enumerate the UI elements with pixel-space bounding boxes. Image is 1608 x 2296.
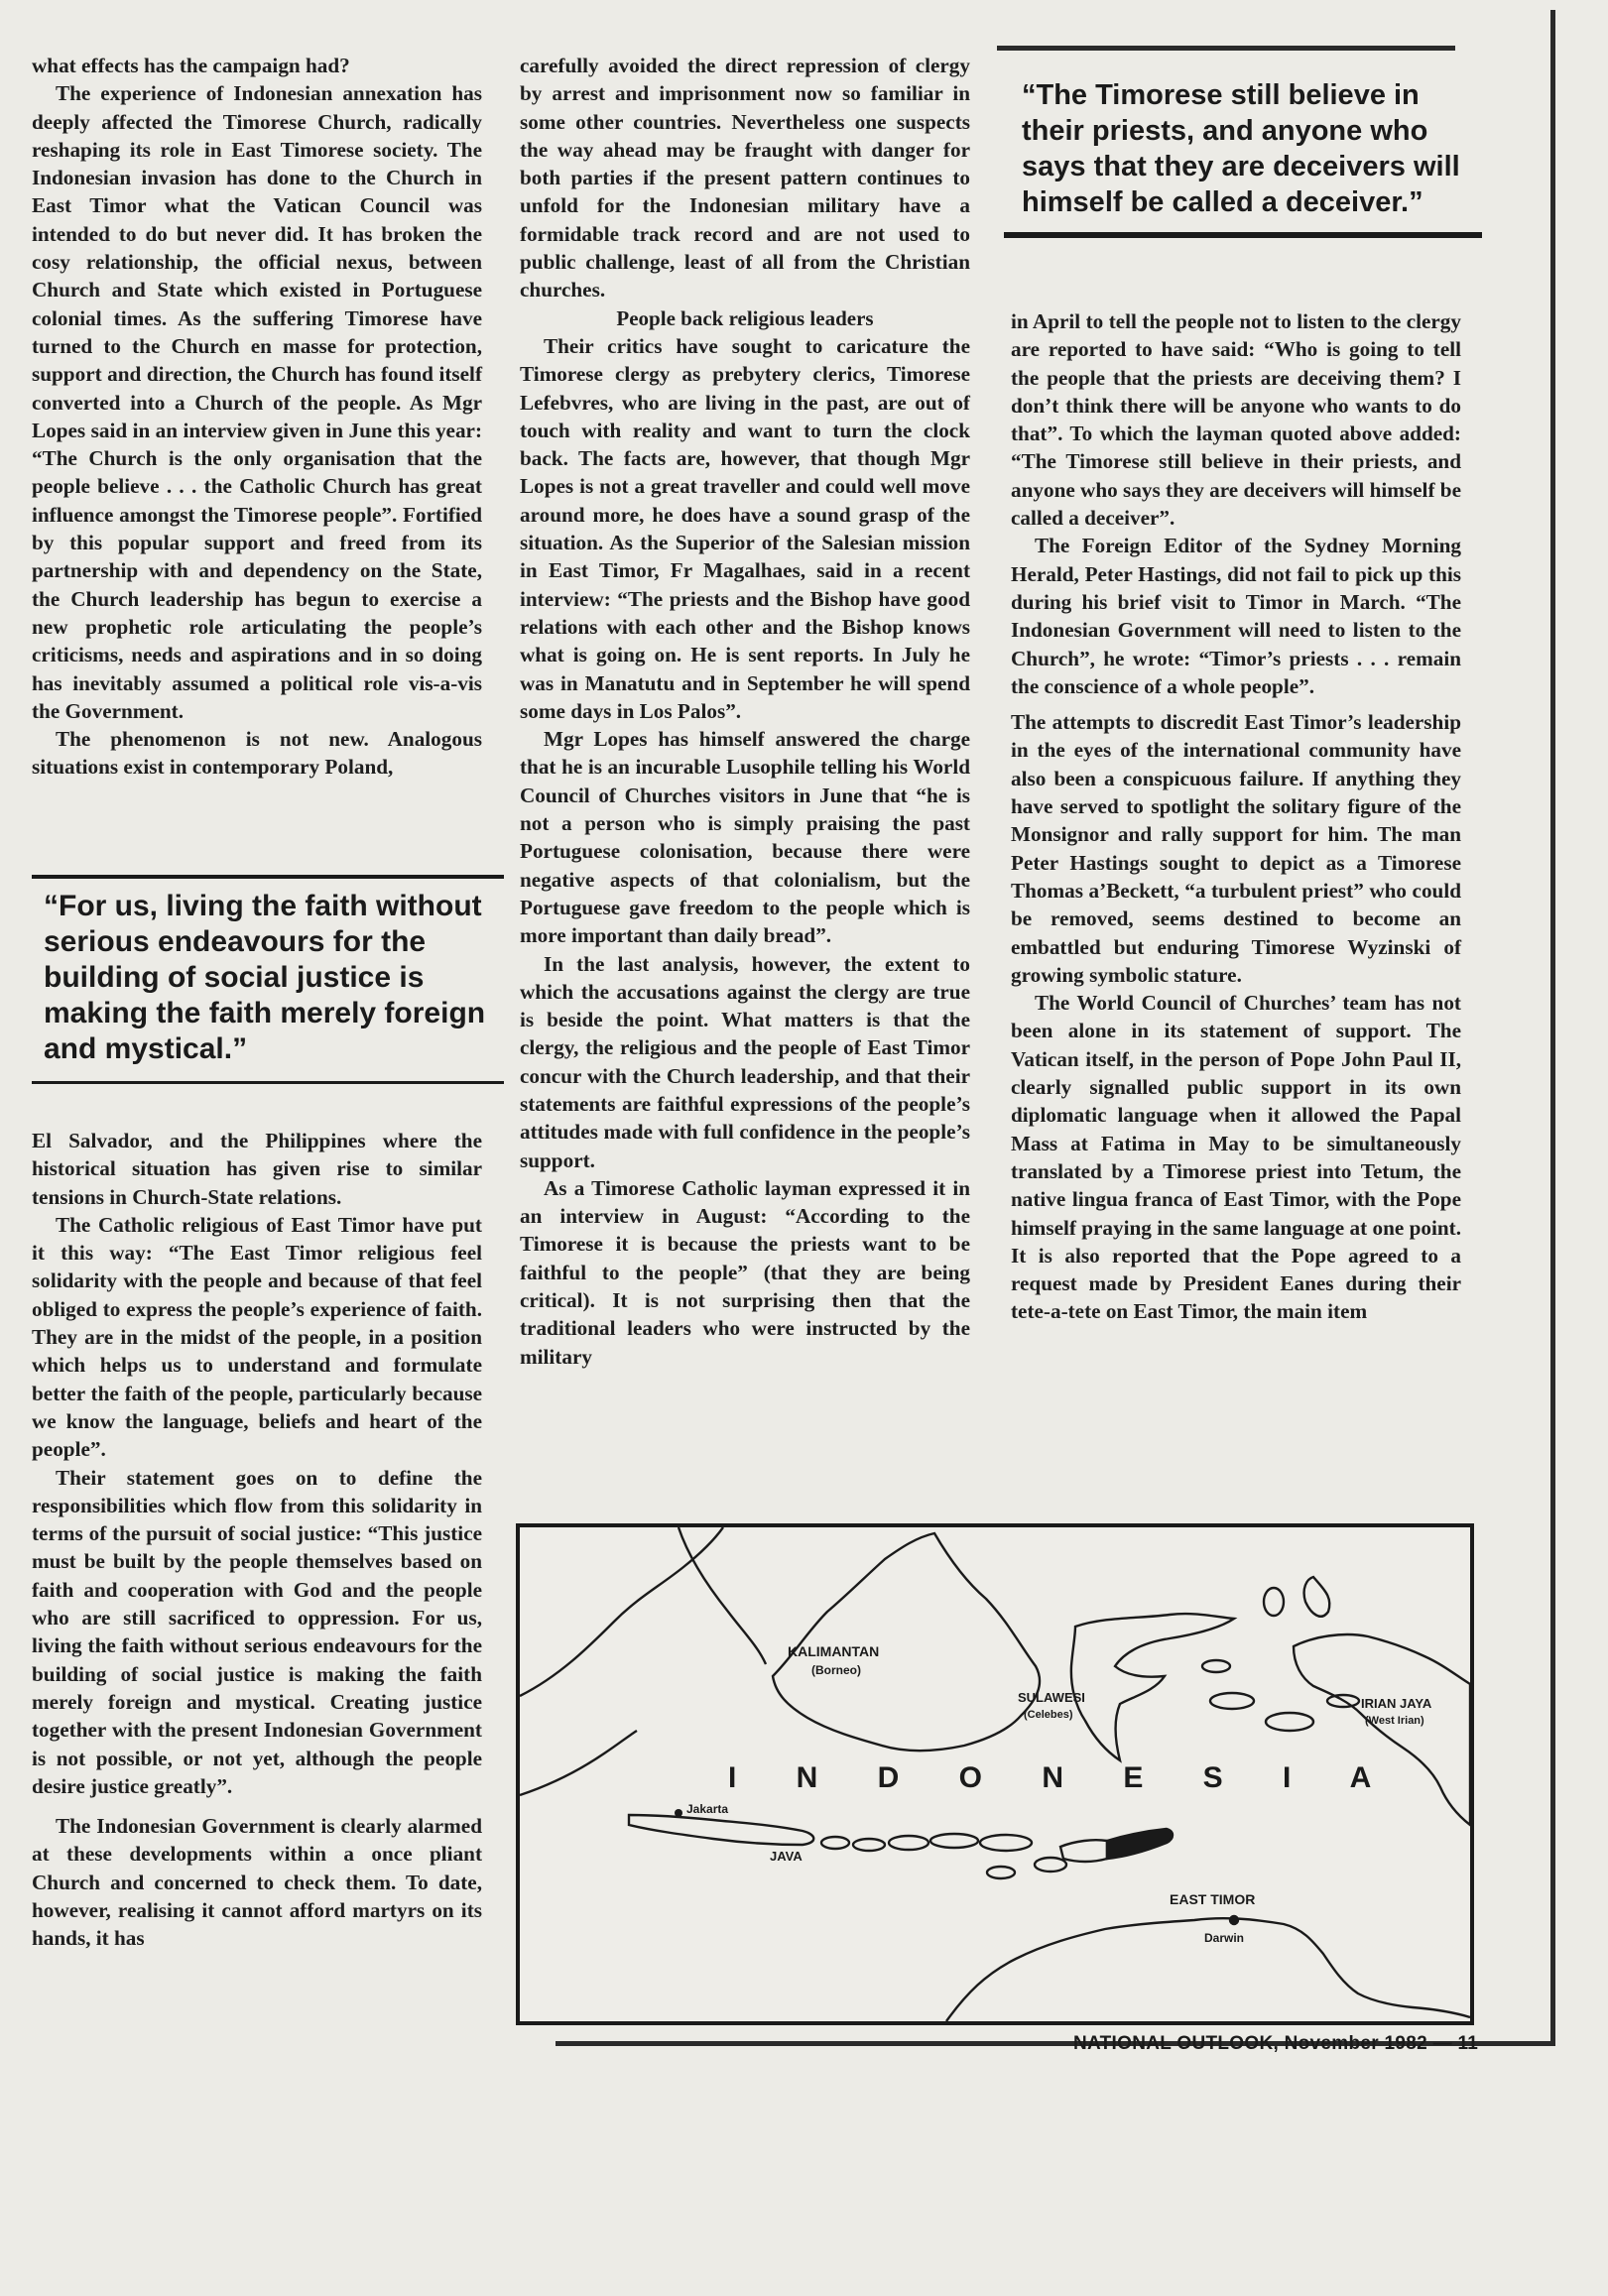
sunda-island	[980, 1835, 1032, 1851]
map-label-west-irian: (West Irian)	[1365, 1715, 1424, 1727]
sunda-island	[930, 1834, 978, 1848]
article-paragraph: Mgr Lopes has himself answered the charge that he is an incurable Lusophile telling his World Council of Churches visitors in June that “he is not a person who is simply praising the past Portuguese colonisation, because there were negative aspects of that colonialism, but the Portuguese gave freedom to the people which is more important than daily bread”.	[520, 727, 970, 948]
article-column-1-continued	[32, 1127, 482, 1953]
east-timor-shaded	[1107, 1829, 1173, 1859]
map-label-jakarta: Jakarta	[686, 1802, 729, 1816]
map-label-irian-jaya: IRIAN JAYA	[1361, 1696, 1432, 1711]
kalimantan-outline	[773, 1533, 1040, 1751]
sulawesi-outline	[1071, 1614, 1234, 1760]
sunda-island	[1035, 1858, 1066, 1872]
halmahera	[1304, 1577, 1330, 1617]
indonesia-map	[516, 1523, 1474, 2025]
irian-jaya-outline	[1294, 1634, 1470, 1825]
map-label-east-timor: EAST TIMOR	[1170, 1891, 1256, 1907]
article-paragraph: El Salvador, and the Philippines where the historical situation has given rise to similar tensions in Church-State relations.	[32, 1129, 482, 1209]
malay-peninsula	[679, 1527, 766, 1664]
top-rule	[997, 46, 1455, 51]
map-label-borneo: (Borneo)	[811, 1663, 861, 1677]
article-paragraph: The experience of Indonesian annexation has deeply affected the Timorese Church, radically reshaping its role in East Timorese society. The Indonesian invasion has done to the Church in East Timor what the Vatican Council was intended to do but never did. It has broken the cosy relationship, the official nexus, between Church and State which existed in Portuguese colonial times. As the suffering Timorese have turned to the Church en masse for protection, support and direction, the Church has found itself converted into a Church of the people. As Mgr Lopes said in an interview given in June this year: “The Church is the only organisation that the people believe . . . the Catholic Church has great influence amongst the Timorese people”. Fortified by this popular support and freed from its partnership with and dependency on the State, the Church leadership has begun to exercise a new prophetic role articulating the people’s criticisms, needs and aspirations and in so doing has inevitably assumed a political role vis-a-vis the Government.	[32, 81, 482, 723]
article-paragraph: Their statement goes on to define the responsibilities which flow from this solidarity in terms of the pursuit of social justice: “This justice must be built by the people themselves based on faith and cooperation with God and the people who are still sacrificed to oppression. For us, living the faith without serious endeavours for the building of social justice is making the faith merely foreign and mystical. Creating justice together with the present Indonesian Government is not possible, or not yet, although the people desire justice greatly”.	[32, 1465, 482, 1798]
subheading: People back religious leaders	[616, 305, 874, 330]
article-column-3	[1011, 307, 1461, 1326]
map-label-sulawesi: SULAWESI	[1018, 1690, 1085, 1705]
article-paragraph: what effects has the campaign had?	[32, 54, 350, 77]
map-label-kalimantan: KALIMANTAN	[788, 1643, 880, 1659]
pull-quote-faith: “For us, living the faith without serious endeavours for the building of social justice is making the faith merely foreign and mystical.”	[32, 875, 504, 1084]
page-footer: NATIONAL OUTLOOK, November 1982 — 11	[1073, 2033, 1479, 2054]
moluccas-island	[1266, 1713, 1313, 1731]
article-paragraph: The attempts to discredit East Timor’s leadership in the eyes of the international community have also been a conspicuous failure. If anything they have served to spotlight the solitary figure of the Monsignor and rally support for him. The man Peter Hastings sought to depict as a Timorese Thomas a’Beckett, “a turbulent priest” who could be removed, seems destined to become an embattled but enduring Timorese Wyzinski of growing symbolic stature.	[1011, 710, 1461, 987]
article-paragraph: The Catholic religious of East Timor have put it this way: “The East Timor religious feel solidarity with the people and because of that feel obliged to express the people’s experience of faith. They are in the midst of the people, in a position which helps us to understand and formulate better the faith of the people, particularly because we know the language, beliefs and heart of the people”.	[32, 1212, 482, 1462]
right-border-rule	[1550, 10, 1555, 2043]
article-paragraph: carefully avoided the direct repression of clergy by arrest and imprisonment now so familiar in some other countries. Nevertheless one suspects the way ahead may be fraught with danger for both parties if the present pattern continues to unfold for the Indonesian military have a formidable track record and are not used to public challenge, least of all from the Christian churches.	[520, 54, 970, 302]
darwin-dot	[1230, 1916, 1238, 1924]
article-paragraph: in April to tell the people not to listen to the clergy are reported to have said: “Who is going to tell the people that the priests are deceiving them? I don’t think there will be anyone who wants to do that”. To which the layman quoted above added: “The Timorese still believe in their priests, and anyone who says they are deceivers will himself be called a deceiver”.	[1011, 309, 1461, 531]
article-paragraph: The World Council of Churches’ team has not been alone in its statement of support. The Vatican itself, in the person of Pope John Paul II, clearly signalled public support in its own diplomatic language when it allowed the Papal Mass at Fatima in May to be simultaneously translated by a Timorese priest into Tetum, the native lingua franca of East Timor, with the Pope himself praying in the same language at one point. It is also reported that the Pope agreed to a request made by President Eanes during their tete-a-tete on East Timor, the main item	[1011, 991, 1461, 1324]
map-label-country: I N D O N E S I A	[728, 1761, 1398, 1794]
moluccas-island	[1202, 1660, 1230, 1672]
sumatra-south	[520, 1731, 637, 1795]
article-column-1	[32, 52, 482, 782]
article-paragraph: Their critics have sought to caricature the Timorese clergy as prebytery clerics, Timorese Lefebvres, who are living in the past, are out of touch with reality and want to turn the clock back. The facts are, however, that though Mgr Lopes is not a great traveller and could well move around more, he does have a sound grasp of the situation. As the Superior of the Salesian mission in East Timor, Fr Magalhaes, said in a recent interview: “The priests and the Bishop have good relations with each other and the Bishop knows what is going on. He is sent reports. In July he was in Manatutu and in September he will spend some days in Los Palos”.	[520, 333, 970, 723]
map-label-celebes: (Celebes)	[1024, 1709, 1073, 1721]
java-outline	[629, 1815, 813, 1845]
article-paragraph: The phenomenon is not new. Analogous situations exist in contemporary Poland,	[32, 727, 482, 780]
article-paragraph: In the last analysis, however, the extent to which the accusations against the clergy are true is beside the point. What matters is that the clergy, the religious and the people of East Timor concur with the Church leadership, and that their statements are faithful expressions of the people’s attitudes made with full confidence in the people’s support.	[520, 951, 970, 1172]
moluccas-island	[1210, 1693, 1254, 1709]
article-column-2	[520, 52, 970, 1371]
map-label-darwin: Darwin	[1204, 1931, 1245, 1945]
sumatra-coast	[520, 1527, 723, 1696]
jakarta-dot	[675, 1809, 682, 1817]
pull-quote-priests: “The Timorese still believe in their priests, and anyone who says that they are deceivers will himself be called a deceiver.”	[1004, 71, 1482, 238]
sunda-island	[821, 1837, 849, 1849]
timor-west	[1060, 1840, 1107, 1862]
article-paragraph: The Foreign Editor of the Sydney Morning Herald, Peter Hastings, did not fail to pick up this during his brief visit to Timor in March. “The Indonesian Government will need to listen to the Church”, he wrote: “Timor’s priests . . . remain the conscience of a whole people”.	[1011, 534, 1461, 698]
sunda-island	[853, 1839, 885, 1851]
moluccas-island	[1264, 1588, 1284, 1616]
article-paragraph: As a Timorese Catholic layman expressed it in an interview in August: “According to the Timorese it is because the priests want to be faithful to the people” (that they are being critical). It is not surprising then that the traditional leaders who were instructed by the military	[520, 1175, 970, 1369]
article-paragraph: The Indonesian Government is clearly alarmed at these developments within a once pliant Church and concerned to check them. To date, however, realising it cannot afford martyrs on its hands, it has	[32, 1814, 482, 1951]
sunda-island	[889, 1836, 928, 1850]
map-label-java: JAVA	[770, 1849, 803, 1864]
sunda-island	[987, 1867, 1015, 1878]
